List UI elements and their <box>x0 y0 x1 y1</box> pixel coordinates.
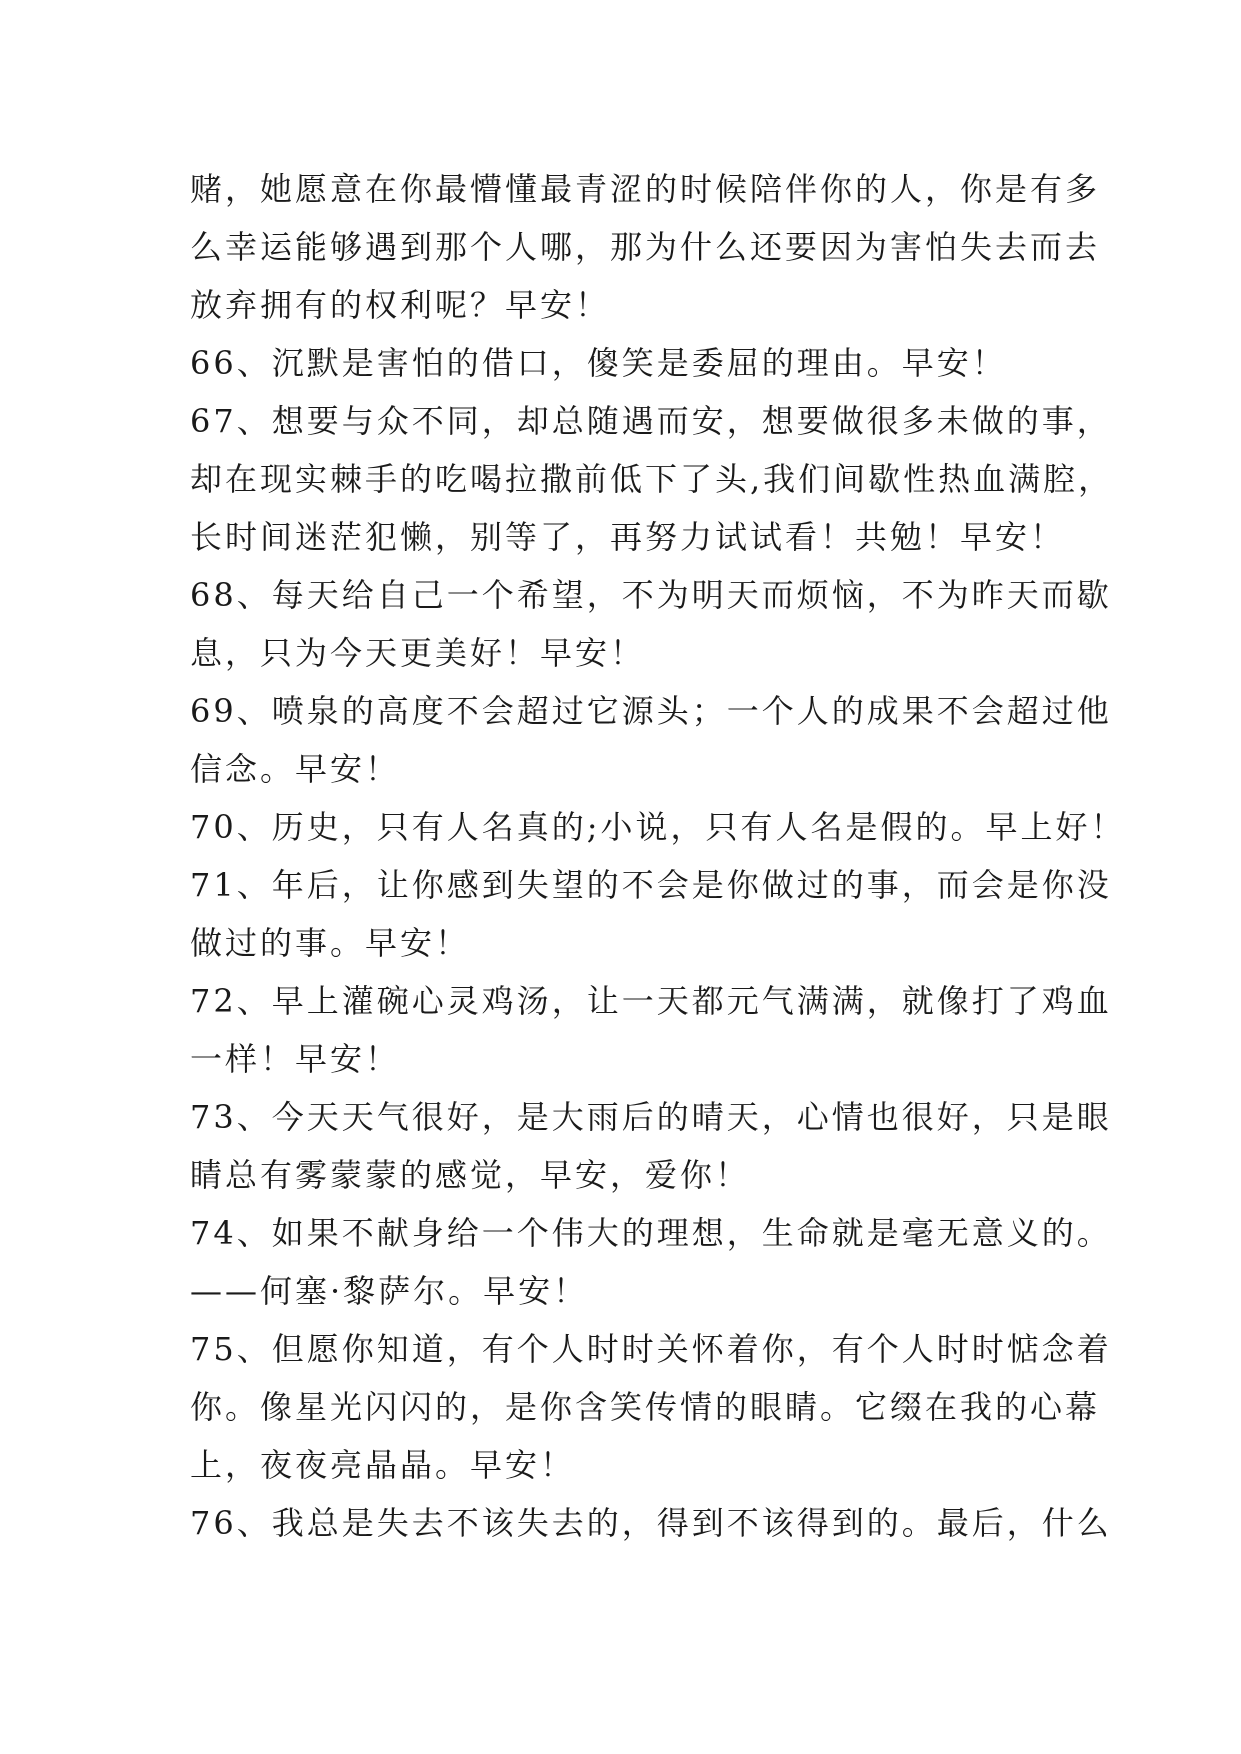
text-line: 你。像星光闪闪的，是你含笑传情的眼睛。它缀在我的心幕 <box>190 1388 1101 1426</box>
text-line: 放弃拥有的权利呢？早安！ <box>190 286 611 324</box>
text-line: ——何塞·黎萨尔。早安！ <box>190 1272 589 1310</box>
text-line: 74、如果不献身给一个伟大的理想，生命就是毫无意义的。 <box>190 1214 1112 1252</box>
text-line: 睛总有雾蒙蒙的感觉，早安，爱你！ <box>190 1156 751 1194</box>
text-line: 上，夜夜亮晶晶。早安！ <box>190 1446 576 1484</box>
text-line: 68、每天给自己一个希望，不为明天而烦恼，不为昨天而歇 <box>190 576 1112 614</box>
text-line: 75、但愿你知道，有个人时时关怀着你，有个人时时惦念着 <box>190 1330 1112 1368</box>
text-line: 72、早上灌碗心灵鸡汤，让一天都元气满满，就像打了鸡血 <box>190 982 1112 1020</box>
text-line: 67、想要与众不同，却总随遇而安，想要做很多未做的事， <box>190 402 1112 440</box>
text-line: 76、我总是失去不该失去的，得到不该得到的。最后，什么 <box>190 1504 1112 1542</box>
text-line: 一样！早安！ <box>190 1040 401 1078</box>
text-line: 70、历史，只有人名真的;小说，只有人名是假的。早上好！ <box>190 808 1126 846</box>
text-line: 赌，她愿意在你最懵懂最青涩的时候陪伴你的人，你是有多 <box>190 170 1101 208</box>
text-line: 信念。早安！ <box>190 750 401 788</box>
text-line: 66、沉默是害怕的借口，傻笑是委屈的理由。早安！ <box>190 344 1007 382</box>
text-line: 69、喷泉的高度不会超过它源头；一个人的成果不会超过他 <box>190 692 1112 730</box>
text-line: 71、年后，让你感到失望的不会是你做过的事，而会是你没 <box>190 866 1112 904</box>
text-line: 73、今天天气很好，是大雨后的晴天，心情也很好，只是眼 <box>190 1098 1112 1136</box>
text-line: 么幸运能够遇到那个人哪，那为什么还要因为害怕失去而去 <box>190 228 1101 266</box>
text-line: 做过的事。早安！ <box>190 924 471 962</box>
text-line: 息，只为今天更美好！早安！ <box>190 634 646 672</box>
text-line: 却在现实棘手的吃喝拉撒前低下了头,我们间歇性热血满腔， <box>190 460 1114 498</box>
text-line: 长时间迷茫犯懒，别等了，再努力试试看！共勉！早安！ <box>190 518 1066 556</box>
document-body <box>190 160 1126 1552</box>
